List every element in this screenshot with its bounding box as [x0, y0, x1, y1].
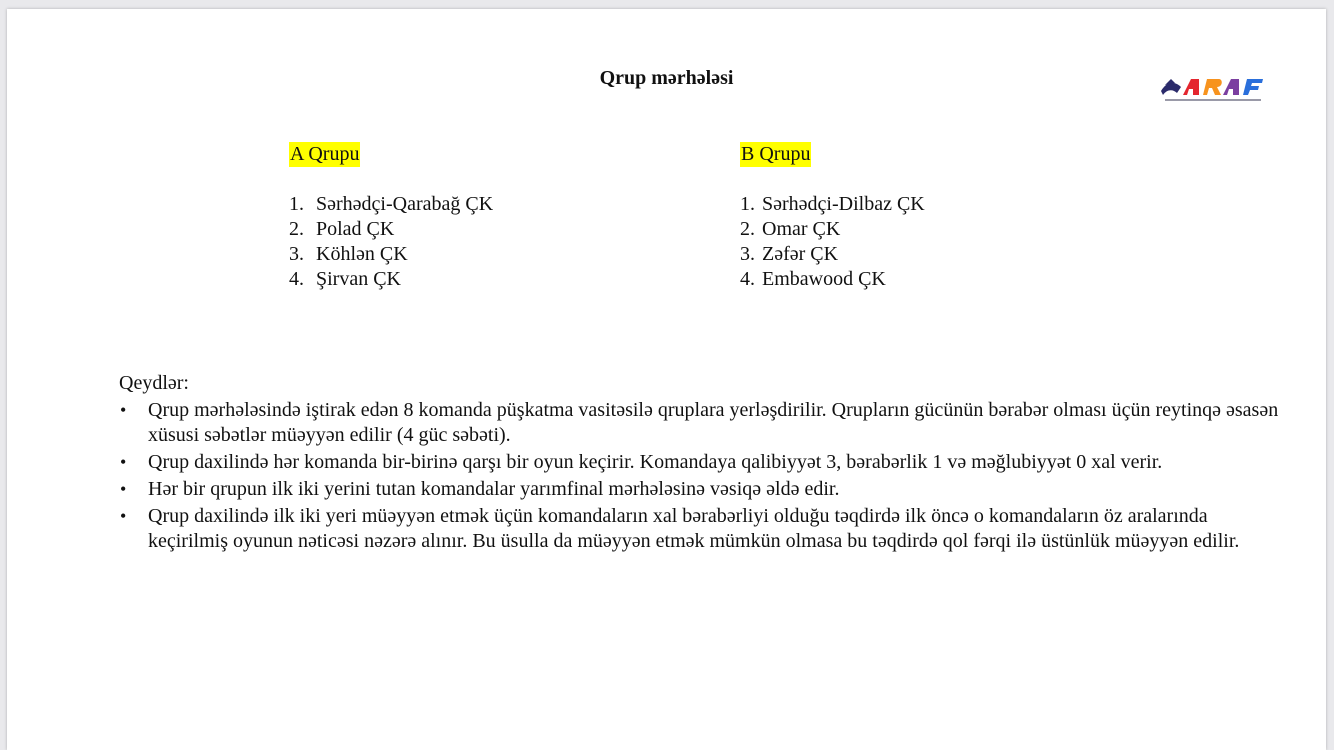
list-number: 4. — [740, 268, 755, 290]
list-number: 2. — [740, 218, 755, 240]
note-item — [119, 398, 1279, 448]
list-number: 1. — [289, 193, 304, 215]
araf-logo — [1157, 71, 1269, 107]
group-b — [740, 142, 925, 292]
notes-heading: Qeydlər: — [119, 372, 189, 394]
list-item — [740, 192, 925, 217]
list-item — [740, 217, 925, 242]
team-name: Şirvan ÇK — [316, 268, 401, 290]
team-name: Köhlən ÇK — [316, 243, 408, 265]
list-item — [289, 242, 493, 267]
note-item — [119, 477, 1279, 502]
list-number: 4. — [289, 268, 304, 290]
list-item — [289, 217, 493, 242]
list-number: 2. — [289, 218, 304, 240]
page-title: Qrup mərhələsi — [599, 67, 734, 89]
team-name: Polad ÇK — [316, 218, 395, 240]
team-name: Zəfər ÇK — [762, 243, 839, 265]
notes-list — [119, 398, 1279, 554]
team-name: Sərhədçi-Qarabağ ÇK — [316, 193, 494, 215]
note-text: Qrup daxilində ilk iki yeri müəyyən etmək üçün komandaların xal bərabərliyi olduğu təqdirdə ilk öncə o komandaların öz aralarında keçirilmiş oyunun nəticəsi nəzərə alınır. Bu üsulla da müəyyən etmək mümkün olmasa bu təqdirdə qol fərqi ilə üstünlük müəyyən edilir. — [148, 505, 1240, 552]
list-item — [289, 192, 493, 217]
note-text: Qrup mərhələsində iştirak edən 8 komanda püşkatma vasitəsilə qruplara yerləşdirilir. Qrupların gücünün bərabər olması üçün reytinqə əsasən xüsusi səbətlər müəyyən edilir (4 güc səbəti). — [148, 399, 1279, 446]
group-a — [289, 142, 493, 292]
note-item — [119, 504, 1279, 554]
note-text: Hər bir qrupun ilk iki yerini tutan komandalar yarımfinal mərhələsinə vəsiqə əldə edir. — [148, 478, 840, 500]
notes-section — [119, 371, 1279, 556]
team-name: Embawood ÇK — [762, 268, 886, 290]
document-page — [7, 9, 1326, 750]
list-item — [740, 242, 925, 267]
bullet-icon: • — [120, 506, 127, 526]
bullet-icon: • — [120, 452, 127, 472]
note-item — [119, 450, 1279, 475]
team-name: Sərhədçi-Dilbaz ÇK — [762, 193, 925, 215]
group-a-heading: A Qrupu — [290, 143, 360, 165]
group-b-heading: B Qrupu — [741, 143, 811, 165]
list-number: 3. — [740, 243, 755, 265]
list-number: 1. — [740, 193, 755, 215]
bullet-icon: • — [120, 400, 127, 420]
team-name: Omar ÇK — [762, 218, 841, 240]
list-number: 3. — [289, 243, 304, 265]
list-item — [740, 267, 925, 292]
group-b-team-list — [740, 192, 925, 292]
group-a-team-list — [289, 192, 493, 292]
list-item — [289, 267, 493, 292]
bullet-icon: • — [120, 479, 127, 499]
note-text: Qrup daxilində hər komanda bir-birinə qarşı bir oyun keçirir. Komandaya qalibiyyət 3, bərabərlik 1 və məğlubiyyət 0 xal verir. — [148, 451, 1163, 473]
